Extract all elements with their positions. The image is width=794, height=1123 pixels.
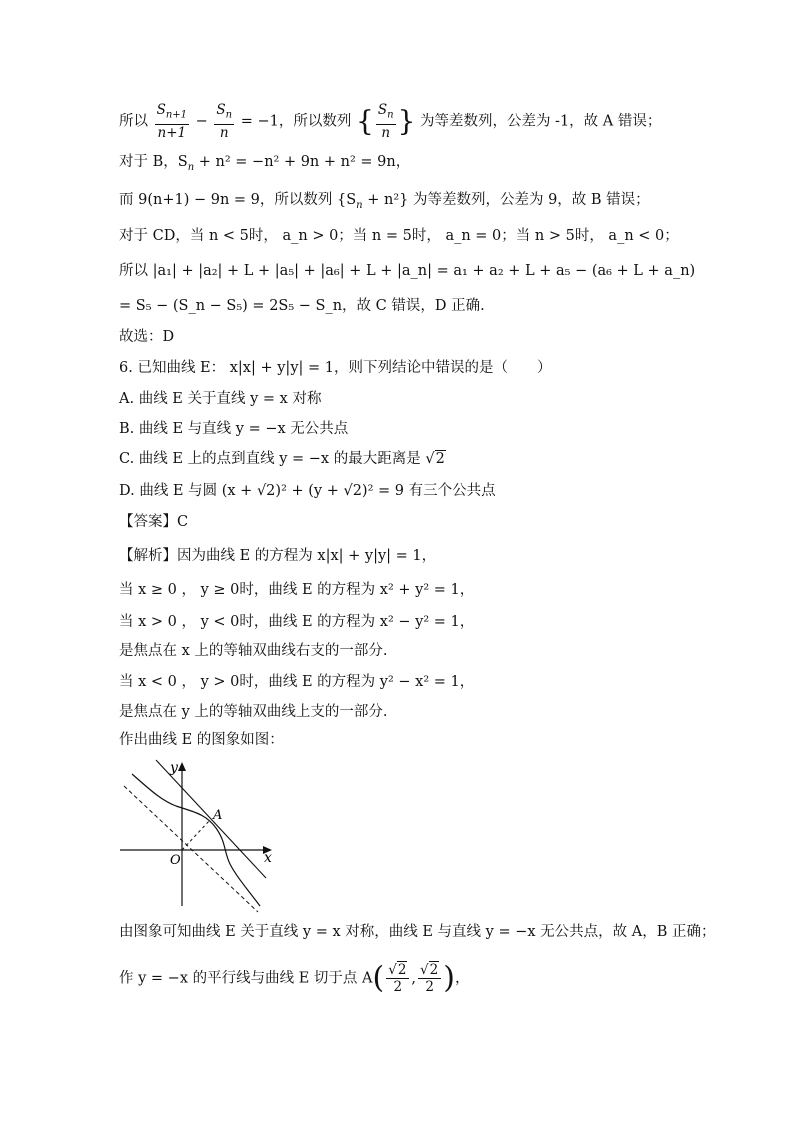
line-case-cd: 对于 CD，当 n < 5时， a_n > 0；当 n = 5时， a_n = 0；当 n > 5时， a_n < 0； (119, 228, 679, 244)
analysis-intro: 【解析】因为曲线 E 的方程为 x|x| + y|y| = 1， (119, 548, 437, 564)
curve-e (132, 774, 260, 906)
conclusion-ab: 由图象可知曲线 E 关于直线 y = x 对称，曲线 E 与直线 y = −x 无公共点，故 A，B 正确； (119, 924, 716, 940)
line-sum-result: = S₅ − (S_n − S₅) = 2S₅ − S_n，故 C 错误，D 正确. (119, 298, 485, 314)
case-2: 当 x > 0 ， y < 0时，曲线 E 的方程为 x² − y² = 1， (119, 614, 475, 630)
draw-figure-text: 作出曲线 E 的图象如图： (119, 732, 284, 748)
option-b: B. 曲线 E 与直线 y = −x 无公共点 (119, 421, 349, 437)
case-3-note: 是焦点在 y 上的等轴双曲线上支的一部分. (119, 704, 388, 720)
answer: 【答案】C (119, 514, 189, 530)
option-d: D. 曲线 E 与圆 (x + √2)² + (y + √2)² = 9 有三个公共点 (119, 483, 496, 499)
origin-label: O (170, 853, 181, 868)
tangent-point-line: 作 y = −x 的平行线与曲线 E 切于点 A( $\frac{√2}{2}$ , $\frac{√2}{2}$ )， (119, 960, 470, 996)
question-6: 6. 已知曲线 E： x|x| + y|y| = 1，则下列结论中错误的是（ ） (119, 360, 552, 376)
line-case-b: 对于 B，$S_n + n^2 = -n^2 + 9n + n^2 = 9n$， (119, 154, 411, 173)
line-b-diff: 而 9(n+1) − 9n = 9，所以数列 $\{S_n + n^2\}$ 为等差数列，公差为 9，故 B 错误； (119, 192, 650, 211)
x-label: x (264, 850, 272, 866)
option-c: C. 曲线 E 上的点到直线 y = −x 的最大距离是 √2 (119, 451, 445, 467)
case-1: 当 x ≥ 0 ， y ≥ 0时，曲线 E 的方程为 x² + y² = 1， (119, 582, 475, 598)
y-axis-arrow (178, 762, 186, 771)
case-3: 当 x < 0 ， y > 0时，曲线 E 的方程为 y² − x² = 1， (119, 674, 475, 690)
curve-figure (116, 756, 276, 916)
fraction: $\frac{S_{n+1}}{n+1}$ (156, 102, 188, 141)
radius-to-a (182, 820, 210, 850)
line-arith-seq: 所以 $\frac{S_{n+1}}{n+1}$ − $\frac{S_n}{n}$ = −1，所以数列 { $\frac{S_n}{n}$ } 为等差数列，公差为 -1，故 A 错误； (119, 102, 662, 141)
fraction: $\frac{S_n}{n}$ (377, 102, 394, 141)
y-label: y (170, 760, 178, 776)
option-a: A. 曲线 E 关于直线 y = x 对称 (119, 391, 322, 407)
case-2-note: 是焦点在 x 上的等轴双曲线右支的一部分. (119, 643, 388, 659)
point-a-label: A (213, 808, 223, 823)
fraction: $\frac{S_n}{n}$ (216, 102, 233, 141)
line-choice: 故选：D (119, 329, 175, 345)
line-abs-sum: 所以 |a₁| + |a₂| + L + |a₅| + |a₆| + L + |a_n| = a₁ + a₂ + L + a₅ − (a₆ + L + a_n) (119, 263, 696, 279)
line-y-neg-x (124, 786, 258, 912)
